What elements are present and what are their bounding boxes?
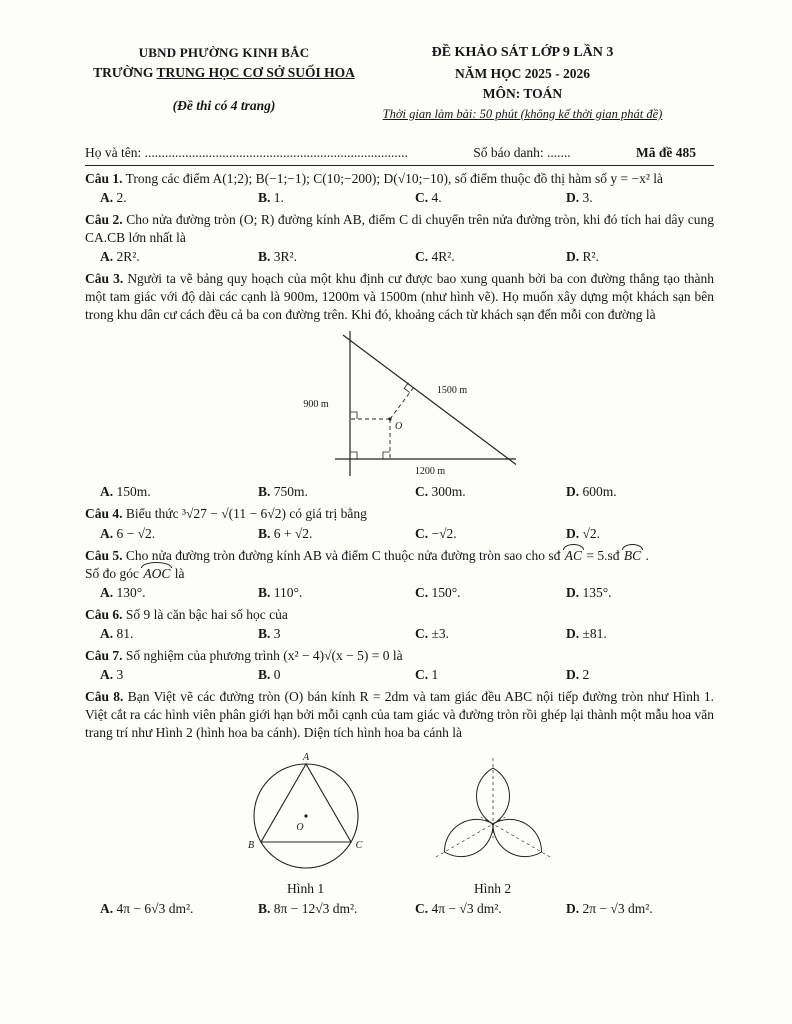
q5-option-c (415, 584, 566, 602)
option-text: 6 + √2. (273, 525, 313, 541)
option-text: 150m. (116, 484, 151, 500)
question-body: Trong các điểm A(1;2); B(−1;−1); C(10;−200); D(√10;−10), số điểm thuộc đồ thị hàm số y = −x² là (125, 170, 663, 186)
option-text: 2π − √3 dm². (582, 901, 653, 917)
question-3 (85, 270, 714, 501)
question-body: Cho nửa đường tròn (O; R) đường kính AB, điểm C di chuyển trên nửa đường tròn, khi đó tích hai dây cung CA.CB lớn nhất là (85, 211, 714, 245)
question-body: Số đo góc (85, 565, 143, 581)
question-body: Số 9 là căn bậc hai số học của (125, 606, 288, 622)
center-point (304, 815, 307, 818)
question-5-text-line1 (85, 547, 714, 565)
q5-option-d (566, 584, 714, 602)
vertex-label-c: C (355, 840, 362, 852)
option-key: B. (258, 249, 271, 265)
question-body: . (642, 547, 649, 563)
question-label: Câu 3. (85, 271, 124, 287)
option-text: 300m. (431, 484, 466, 500)
question-2-text (85, 211, 714, 247)
side-label-1500: 1500 m (436, 385, 467, 397)
option-text: 4. (431, 189, 442, 205)
student-id-field[interactable]: Số báo danh: ....... (473, 144, 571, 160)
q6-option-c (415, 625, 566, 643)
q2-option-a (100, 248, 258, 266)
question-7 (85, 647, 714, 684)
option-text: 150°. (431, 584, 461, 600)
question-label: Câu 2. (85, 211, 123, 227)
question-body: Biểu thức ³√27 − √(11 − 6√2) có giá trị bằng (125, 506, 367, 522)
exam-code-badge: Mã đề 485 (636, 144, 696, 160)
question-4 (85, 505, 714, 542)
option-key: A. (100, 249, 114, 265)
q5-option-a (100, 584, 258, 602)
option-text: 2. (116, 189, 127, 205)
arc-BC: BC (623, 547, 642, 565)
question-label: Câu 4. (85, 506, 123, 522)
question-body: là (171, 565, 185, 581)
three-petal-flower-figure (428, 750, 558, 878)
question-3-text (85, 270, 714, 324)
option-text: 3. (582, 189, 593, 205)
question-label: Câu 7. (85, 647, 123, 663)
option-key: C. (415, 667, 429, 683)
question-body: Người ta vẽ bảng quy hoạch của một khu định cư được bao xung quanh bởi ba con đường thẳng tạo thành một tam giác với độ dài các cạnh là 900m, 1200m và 1500m (như hình vẽ). Họ muốn xây dựng một khách sạn bên trong khu dân cư cách đều cả ba con đường trên. Khi đó, khoảng cách từ khách sạn đến mỗi con đường là (85, 271, 715, 323)
option-text: 3 (273, 625, 281, 641)
q8-option-d (566, 900, 714, 918)
question-7-options (85, 666, 714, 684)
q3-option-c (415, 483, 566, 501)
option-key: D. (566, 484, 580, 500)
arc-AOC: AOC (142, 565, 171, 583)
q8-option-b (258, 900, 415, 918)
question-4-text (85, 505, 714, 523)
option-key: C. (415, 901, 429, 917)
option-text: R². (582, 249, 599, 265)
question-5-options (85, 584, 714, 602)
question-1-text (85, 170, 714, 188)
option-text: 4π − 6√3 dm². (116, 901, 194, 917)
option-text: 750m. (273, 484, 308, 500)
hinh-1-caption: Hình 1 (286, 881, 325, 897)
option-text: 3 (116, 667, 124, 683)
question-2-options (85, 248, 714, 266)
subject-line: MÔN: TOÁN (482, 85, 563, 101)
option-key: B. (258, 667, 271, 683)
option-text: 1. (273, 189, 284, 205)
option-text: ±3. (431, 625, 450, 641)
option-key: C. (415, 484, 429, 500)
right-angle-mark (350, 452, 357, 459)
option-key: C. (415, 584, 429, 600)
q4-option-a (100, 525, 258, 543)
q7-option-b (258, 666, 415, 684)
option-key: C. (415, 249, 429, 265)
option-key: B. (258, 584, 271, 600)
option-key: A. (100, 525, 114, 541)
school-prefix: TRƯỜNG (93, 65, 157, 81)
arc-AC: AC (564, 547, 583, 565)
option-text: −√2. (431, 525, 457, 541)
option-text: 6 − √2. (116, 525, 156, 541)
question-label: Câu 8. (85, 689, 124, 705)
option-key: A. (100, 189, 114, 205)
option-key: D. (566, 525, 580, 541)
q7-option-d (566, 666, 714, 684)
inscribed-triangle-figure (242, 750, 370, 878)
option-text: 110°. (273, 584, 303, 600)
option-key: A. (100, 625, 114, 641)
question-5 (85, 547, 714, 602)
q6-option-b (258, 625, 415, 643)
option-text: 130°. (116, 584, 146, 600)
option-text: 0 (273, 667, 281, 683)
petal-lower-left (428, 803, 513, 872)
center-label-o: O (394, 421, 402, 433)
header-left (85, 44, 363, 123)
school-line (85, 64, 363, 82)
school-year: NĂM HỌC 2025 - 2026 (455, 65, 590, 81)
option-key: B. (258, 484, 271, 500)
option-text: 135°. (582, 584, 612, 600)
option-key: D. (566, 667, 580, 683)
question-3-options (85, 483, 714, 501)
question-8-options (85, 900, 714, 918)
question-label: Câu 6. (85, 606, 123, 622)
q1-option-a (100, 189, 258, 207)
distance-hyp (390, 387, 414, 419)
option-text: 1 (431, 667, 439, 683)
question-body: Bạn Việt vẽ các đường tròn (O) bán kính R = 2dm và tam giác đều ABC nội tiếp đường tròn như Hình 1. Việt cắt ra các hình viên phân giới hạn bởi mỗi cạnh của tam giác và đường tròn rồi ghép lại thành một mẫu hoa văn trang trí như Hình 2 (hình hoa ba cánh). Diện tích hình hoa ba cánh là (85, 689, 714, 741)
q4-option-b (258, 525, 415, 543)
option-text: 4π − √3 dm². (431, 901, 502, 917)
figure-hinh-2 (428, 750, 558, 898)
issuer-line: UBND PHƯỜNG KINH BẮC (138, 45, 310, 60)
option-key: D. (566, 584, 580, 600)
center-label-o: O (295, 822, 304, 834)
q7-option-a (100, 666, 258, 684)
q1-option-c (415, 189, 566, 207)
option-key: A. (100, 584, 114, 600)
option-text: 600m. (582, 484, 617, 500)
hotel-point (388, 418, 391, 421)
question-1-options (85, 189, 714, 207)
option-text: 4R². (431, 249, 455, 265)
option-key: B. (258, 189, 271, 205)
school-name: TRUNG HỌC CƠ SỞ SUỐI HOA (156, 65, 355, 81)
q3-option-b (258, 483, 415, 501)
option-text: 2 (582, 667, 590, 683)
page-count-note: (Đề thi có 4 trang) (172, 98, 276, 114)
exam-title: ĐỀ KHẢO SÁT LỚP 9 LẦN 3 (431, 45, 614, 60)
road-hypotenuse (343, 335, 516, 465)
question-body: Số nghiệm của phương trình (x² − 4)√(x − 5) = 0 là (125, 647, 403, 663)
duration-line: Thời gian làm bài: 50 phút (không kể thời gian phát đề) (382, 106, 663, 121)
q7-option-c (415, 666, 566, 684)
question-8 (85, 688, 714, 918)
option-key: A. (100, 667, 114, 683)
q1-option-b (258, 189, 415, 207)
q8-option-c (415, 900, 566, 918)
option-key: D. (566, 189, 580, 205)
q1-option-d (566, 189, 714, 207)
option-text: 2R². (116, 249, 140, 265)
flower-center-point (491, 823, 494, 826)
side-label-900: 900 m (302, 399, 329, 411)
option-text: ±81. (582, 625, 607, 641)
option-text: 8π − 12√3 dm². (273, 901, 358, 917)
q6-option-d (566, 625, 714, 643)
question-body: Cho nửa đường tròn đường kính AB và điểm C thuộc nửa đường tròn sao cho sđ (125, 547, 564, 563)
question-1 (85, 170, 714, 207)
q3-option-a (100, 483, 258, 501)
option-key: C. (415, 625, 429, 641)
student-info-row (85, 144, 714, 166)
student-name-field[interactable]: Họ và tên: .............................................................................. (85, 144, 408, 160)
right-angle-mark (383, 452, 390, 459)
header-right (363, 44, 714, 123)
question-label: Câu 1. (85, 170, 123, 186)
question-8-text (85, 688, 714, 742)
triangle-roads-figure (280, 329, 520, 481)
q8-option-a (100, 900, 258, 918)
question-7-text (85, 647, 714, 665)
question-4-options (85, 525, 714, 543)
side-label-1200: 1200 m (414, 466, 445, 478)
option-key: A. (100, 484, 114, 500)
option-text: √2. (582, 525, 601, 541)
option-key: B. (258, 625, 271, 641)
option-text: 3R². (273, 249, 297, 265)
right-angle-mark (350, 412, 357, 419)
question-6 (85, 606, 714, 643)
figure-hinh-1 (242, 750, 370, 898)
question-6-options (85, 625, 714, 643)
q4-option-c (415, 525, 566, 543)
q2-option-c (415, 248, 566, 266)
vertex-label-a: A (302, 752, 309, 764)
question-body: = 5.sđ (583, 547, 623, 563)
option-key: B. (258, 525, 271, 541)
question-label: Câu 5. (85, 547, 123, 563)
option-text: 81. (116, 625, 134, 641)
vertex-label-b: B (247, 840, 254, 852)
question-3-figure (85, 329, 714, 481)
option-key: D. (566, 625, 580, 641)
question-8-figures (85, 750, 714, 898)
option-key: A. (100, 901, 114, 917)
option-key: C. (415, 525, 429, 541)
question-2 (85, 211, 714, 266)
question-6-text (85, 606, 714, 624)
option-key: D. (566, 249, 580, 265)
exam-header (85, 44, 714, 123)
question-5-text-line2 (85, 565, 714, 583)
option-key: D. (566, 901, 580, 917)
option-key: B. (258, 901, 271, 917)
q3-option-d (566, 483, 714, 501)
q6-option-a (100, 625, 258, 643)
q2-option-b (258, 248, 415, 266)
q4-option-d (566, 525, 714, 543)
petal-lower-right (472, 803, 557, 872)
option-key: C. (415, 189, 429, 205)
q2-option-d (566, 248, 714, 266)
hinh-2-caption: Hình 2 (473, 881, 512, 897)
q5-option-b (258, 584, 415, 602)
